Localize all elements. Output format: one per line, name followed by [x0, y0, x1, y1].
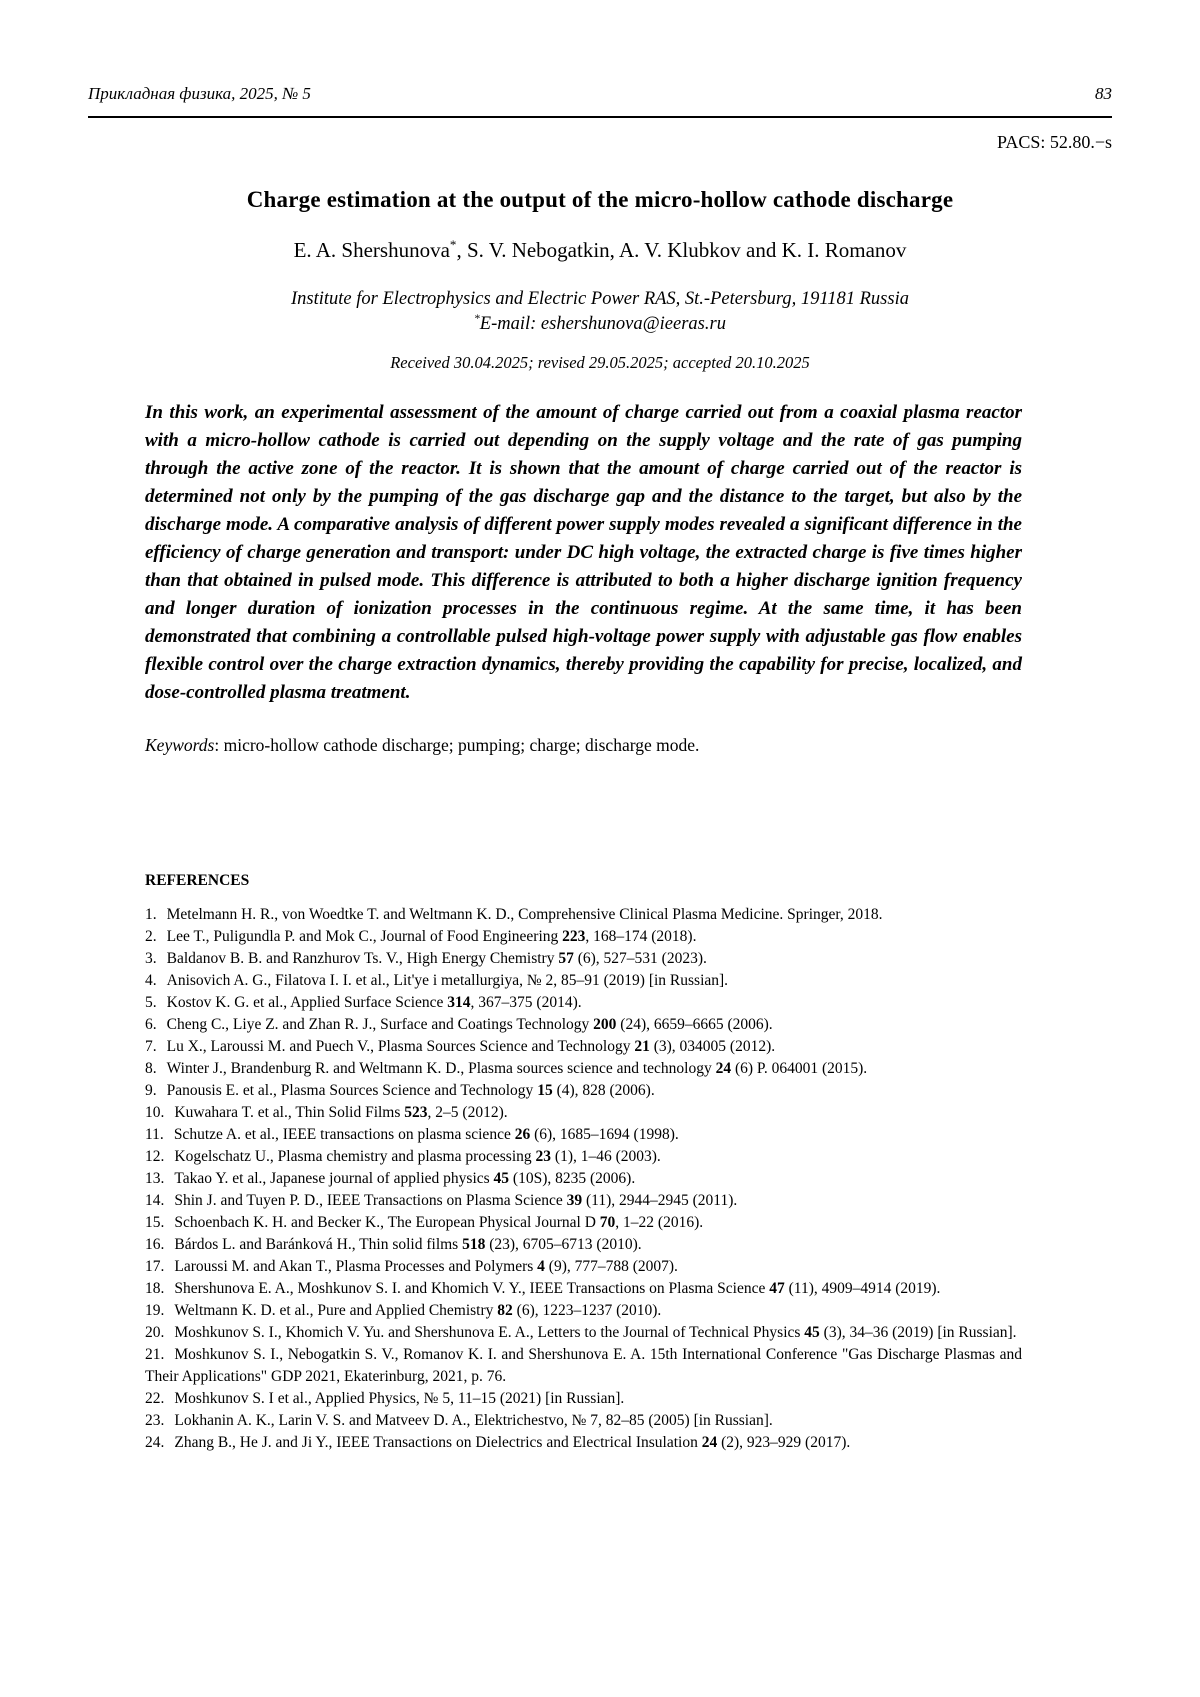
- keywords-line: [145, 735, 1022, 756]
- reference-number: 2.: [145, 928, 157, 946]
- reference-text: Baldanov B. B. and Ranzhurov Ts. V., High Energy Chemistry 57 (6), 527–531 (2023).: [166, 950, 707, 968]
- reference-item: [145, 1300, 1022, 1322]
- reference-text: Moshkunov S. I., Nebogatkin S. V., Romanov K. I. and Shershunova E. A. 15th International Conference "Gas Discharge Plasmas and Their Applications" GDP 2021, Ekaterinburg, 2021, p. 76.: [145, 1346, 1022, 1386]
- reference-item: [145, 1080, 1022, 1102]
- page-number: 83: [1095, 84, 1112, 103]
- reference-number: 8.: [145, 1060, 157, 1078]
- reference-number: 12.: [145, 1148, 165, 1166]
- pacs-code: PACS: 52.80.−s: [996, 132, 1112, 152]
- reference-text: Panousis E. et al., Plasma Sources Science and Technology 15 (4), 828 (2006).: [166, 1082, 655, 1100]
- reference-text: Lokhanin A. K., Larin V. S. and Matveev D. A., Elektrichestvo, № 7, 82–85 (2005) [in Russian].: [174, 1412, 773, 1430]
- abstract: In this work, an experimental assessment of the amount of charge carried out from a coaxial plasma reactor with a micro-hollow cathode is carried out depending on the supply voltage and the rate of gas pumping through the active zone of the reactor. It is shown that the amount of charge carried out of the reactor is determined not only by the pumping of the gas discharge gap and the distance to the target, but also by the discharge mode. A comparative analysis of different power supply modes revealed a significant difference in the efficiency of charge generation and transport: under DC high voltage, the extracted charge is five times higher than that obtained in pulsed mode. This difference is attributed to both a higher discharge ignition frequency and longer duration of ionization processes in the continuous regime. At the same time, it has been demonstrated that combining a controllable pulsed high-voltage power supply with adjustable gas flow enables flexible control over the charge extraction dynamics, thereby providing the capability for precise, localized, and dose-controlled plasma treatment.: [145, 402, 1022, 704]
- reference-text: Zhang B., He J. and Ji Y., IEEE Transactions on Dielectrics and Electrical Insulation 24 (2), 923–929 (2017).: [174, 1434, 851, 1452]
- reference-item: [145, 1124, 1022, 1146]
- affiliation: Institute for Electrophysics and Electric Power RAS, St.-Petersburg, 191181 Russia: [291, 289, 909, 309]
- reference-item: [145, 1344, 1022, 1388]
- reference-text: Winter J., Brandenburg R. and Weltmann K. D., Plasma sources science and technology 24 (6) P. 064001 (2015).: [166, 1060, 868, 1078]
- reference-number: 17.: [145, 1258, 165, 1276]
- reference-text: Schoenbach K. H. and Becker K., The European Physical Journal D 70, 1–22 (2016).: [174, 1214, 704, 1232]
- references-list: [145, 904, 1022, 1454]
- reference-number: 16.: [145, 1236, 165, 1254]
- reference-text: Moshkunov S. I et al., Applied Physics, № 5, 11–15 (2021) [in Russian].: [174, 1390, 625, 1408]
- reference-item: [145, 1278, 1022, 1300]
- reference-text: Kogelschatz U., Plasma chemistry and plasma processing 23 (1), 1–46 (2003).: [174, 1148, 661, 1166]
- reference-number: 23.: [145, 1412, 165, 1430]
- reference-number: 21.: [145, 1346, 165, 1364]
- keywords-text: : micro-hollow cathode discharge; pumping; charge; discharge mode.: [214, 735, 700, 756]
- reference-item: [145, 992, 1022, 1014]
- email-text: E-mail: eshershunova@ieeras.ru: [479, 314, 726, 335]
- reference-number: 5.: [145, 994, 157, 1012]
- reference-item: [145, 970, 1022, 992]
- authors-line: [88, 237, 1112, 263]
- reference-item: [145, 1102, 1022, 1124]
- reference-number: 13.: [145, 1170, 165, 1188]
- author-asterisk: *: [449, 237, 457, 252]
- reference-text: Schutze A. et al., IEEE transactions on plasma science 26 (6), 1685–1694 (1998).: [173, 1126, 679, 1144]
- reference-text: Anisovich A. G., Filatova I. I. et al., Lit'ye i metallurgiya, № 2, 85–91 (2019) [in Russian].: [166, 972, 729, 990]
- reference-text: Lee T., Puligundla P. and Mok C., Journal of Food Engineering 223, 168–174 (2018).: [166, 928, 697, 946]
- received-dates: Received 30.04.2025; revised 29.05.2025; accepted 20.10.2025: [390, 353, 810, 373]
- reference-text: Moshkunov S. I., Khomich V. Yu. and Shershunova E. A., Letters to the Journal of Technical Physics 45 (3), 34–36 (2019) [in Russian].: [174, 1324, 1017, 1342]
- reference-number: 19.: [145, 1302, 165, 1320]
- reference-text: Kuwahara T. et al., Thin Solid Films 523, 2–5 (2012).: [174, 1104, 508, 1122]
- reference-item: [145, 1410, 1022, 1432]
- reference-item: [145, 1234, 1022, 1256]
- reference-text: Takao Y. et al., Japanese journal of applied physics 45 (10S), 8235 (2006).: [174, 1170, 636, 1188]
- reference-item: [145, 1146, 1022, 1168]
- reference-item: [145, 904, 1022, 926]
- reference-item: [145, 926, 1022, 948]
- reference-item: [145, 948, 1022, 970]
- article-title: Charge estimation at the output of the micro-hollow cathode discharge: [246, 187, 954, 212]
- email-line: [88, 313, 1112, 335]
- journal-name: Прикладная физика, 2025, № 5: [88, 84, 311, 103]
- references-heading: REFERENCES: [145, 872, 250, 890]
- reference-item: [145, 1058, 1022, 1080]
- email-asterisk: *: [474, 313, 480, 325]
- reference-item: [145, 1168, 1022, 1190]
- reference-number: 15.: [145, 1214, 165, 1232]
- reference-text: Weltmann K. D. et al., Pure and Applied Chemistry 82 (6), 1223–1237 (2010).: [174, 1302, 662, 1320]
- reference-text: Metelmann H. R., von Woedtke T. and Weltmann K. D., Comprehensive Clinical Plasma Medicine. Springer, 2018.: [166, 906, 883, 924]
- reference-text: Shin J. and Tuyen P. D., IEEE Transactions on Plasma Science 39 (11), 2944–2945 (2011).: [174, 1192, 738, 1210]
- reference-text: Lu X., Laroussi M. and Puech V., Plasma Sources Science and Technology 21 (3), 034005 (2012).: [166, 1038, 776, 1056]
- reference-text: Kostov K. G. et al., Applied Surface Science 314, 367–375 (2014).: [166, 994, 582, 1012]
- reference-number: 22.: [145, 1390, 165, 1408]
- reference-text: Shershunova E. A., Moshkunov S. I. and Khomich V. Y., IEEE Transactions on Plasma Science 47 (11), 4909–4914 (2019).: [174, 1280, 941, 1298]
- reference-number: 9.: [145, 1082, 157, 1100]
- header-rule: [88, 116, 1112, 118]
- reference-item: [145, 1212, 1022, 1234]
- article-body: [145, 399, 1022, 1454]
- reference-text: Laroussi M. and Akan T., Plasma Processes and Polymers 4 (9), 777–788 (2007).: [174, 1258, 678, 1276]
- reference-item: [145, 1322, 1022, 1344]
- reference-item: [145, 1190, 1022, 1212]
- reference-number: 4.: [145, 972, 157, 990]
- reference-number: 3.: [145, 950, 157, 968]
- reference-item: [145, 1388, 1022, 1410]
- reference-number: 14.: [145, 1192, 165, 1210]
- reference-item: [145, 1432, 1022, 1454]
- reference-text: Bárdos L. and Baránková H., Thin solid films 518 (23), 6705–6713 (2010).: [174, 1236, 642, 1254]
- reference-item: [145, 1014, 1022, 1036]
- reference-number: 24.: [145, 1434, 165, 1452]
- reference-number: 11.: [145, 1126, 164, 1144]
- author-first: E. A. Shershunova: [293, 238, 450, 262]
- reference-number: 7.: [145, 1038, 157, 1056]
- reference-number: 6.: [145, 1016, 157, 1034]
- reference-item: [145, 1256, 1022, 1278]
- reference-number: 1.: [145, 906, 157, 924]
- reference-number: 10.: [145, 1104, 165, 1122]
- keywords-label: Keywords: [145, 735, 215, 756]
- reference-item: [145, 1036, 1022, 1058]
- reference-text: Cheng C., Liye Z. and Zhan R. J., Surface and Coatings Technology 200 (24), 6659–6665 (2006).: [166, 1016, 773, 1034]
- reference-number: 20.: [145, 1324, 165, 1342]
- running-head: [88, 84, 1112, 104]
- authors-rest: , S. V. Nebogatkin, A. V. Klubkov and K. I. Romanov: [456, 238, 907, 262]
- reference-number: 18.: [145, 1280, 165, 1298]
